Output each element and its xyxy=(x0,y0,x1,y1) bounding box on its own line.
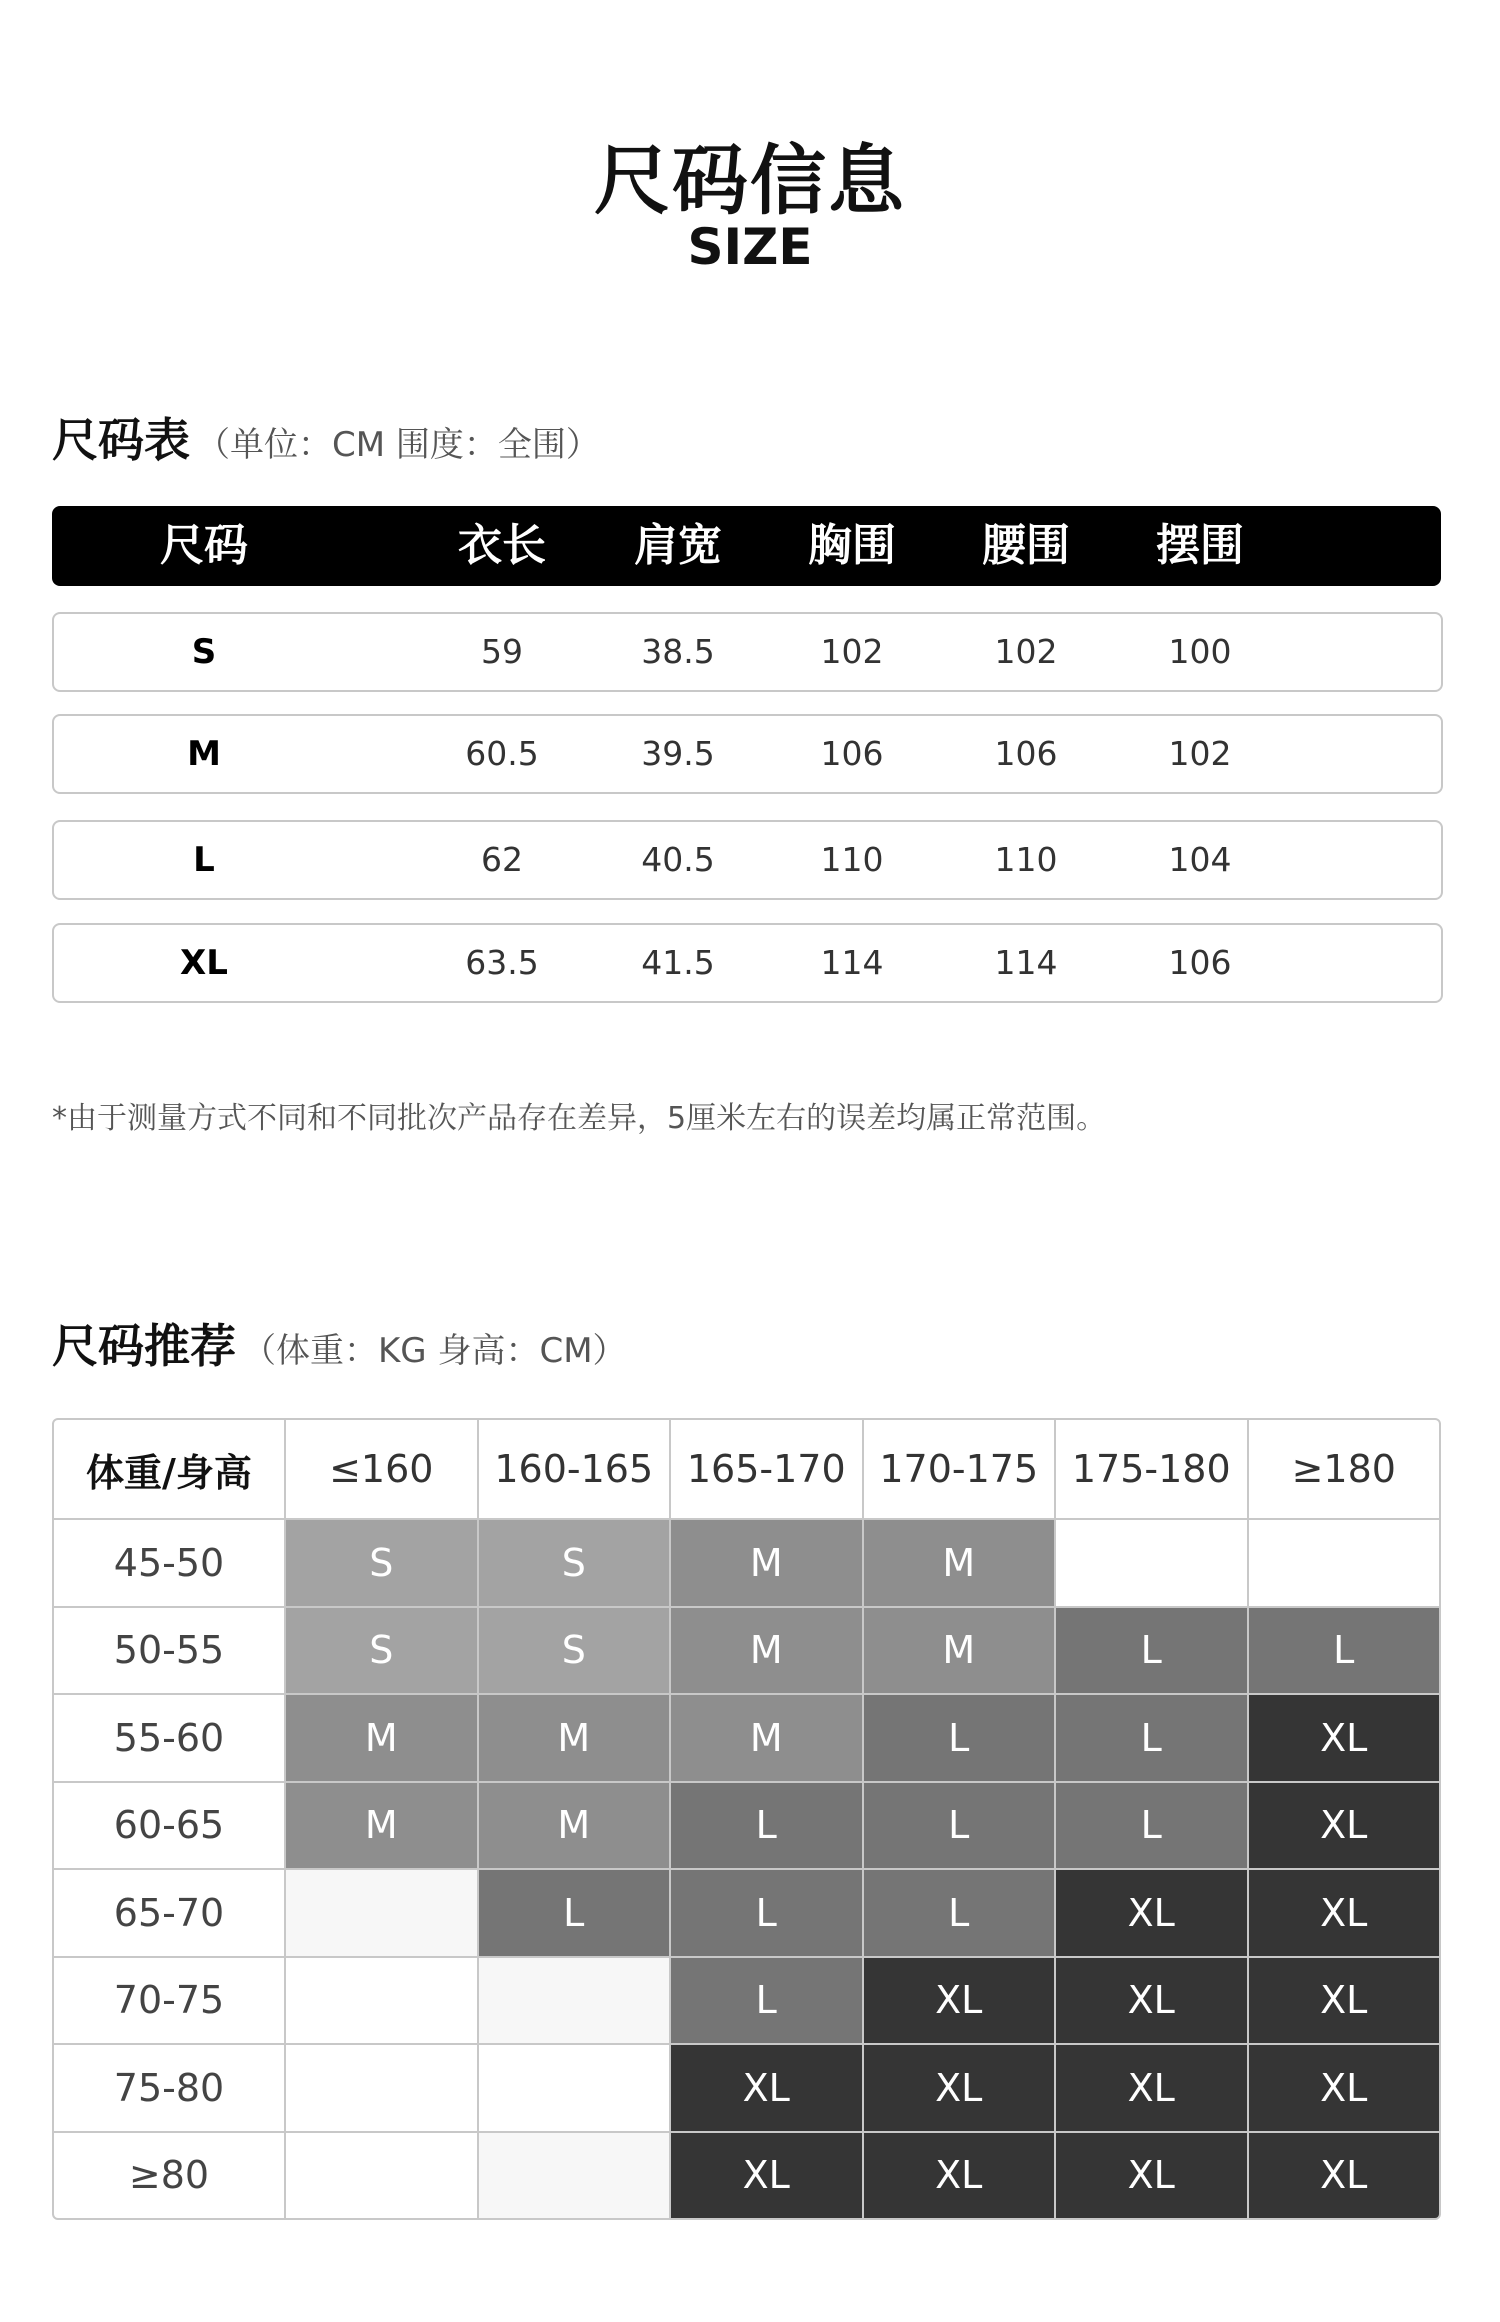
size-cell: M xyxy=(479,1783,670,1869)
size-row-m xyxy=(52,714,1443,794)
weight-label: ≥80 xyxy=(54,2133,284,2219)
size-cell: XL xyxy=(671,2045,862,2131)
empty-cell xyxy=(479,2045,670,2131)
recommendation-unit-note: （体重：KG 身高：CM） xyxy=(242,1331,627,1371)
column-header-hem: 摆围 xyxy=(1156,520,1244,571)
empty-cell xyxy=(286,2045,477,2131)
shoulder-value: 41.5 xyxy=(641,943,715,982)
size-cell: XL xyxy=(1249,1958,1440,2044)
empty-cell xyxy=(479,1958,670,2044)
size-cell: M xyxy=(671,1520,862,1606)
size-cell: M xyxy=(671,1608,862,1694)
column-header-size: 尺码 xyxy=(160,520,248,571)
size-label: XL xyxy=(180,943,228,983)
size-cell: XL xyxy=(1056,2133,1247,2219)
size-cell: S xyxy=(479,1608,670,1694)
size-cell: L xyxy=(479,1870,670,1956)
size-recommendation-grid xyxy=(52,1418,1441,2220)
page-title: 尺码信息 xyxy=(594,136,906,225)
size-cell: XL xyxy=(1249,2045,1440,2131)
empty-cell xyxy=(1249,1520,1440,1606)
column-header-chest: 胸围 xyxy=(808,520,896,571)
size-cell: L xyxy=(1056,1608,1247,1694)
column-header-length: 衣长 xyxy=(458,520,546,571)
waist-value: 110 xyxy=(994,840,1058,879)
recommendation-title: 尺码推荐 xyxy=(52,1319,236,1373)
size-cell: L xyxy=(864,1870,1055,1956)
size-label: S xyxy=(191,632,217,672)
height-header: 160-165 xyxy=(479,1420,670,1518)
height-header: ≤160 xyxy=(286,1420,477,1518)
height-header: 165-170 xyxy=(671,1420,862,1518)
size-cell: XL xyxy=(864,2045,1055,2131)
size-chart-title: 尺码表 xyxy=(52,413,190,467)
length-value: 59 xyxy=(481,632,523,671)
recommendation-heading xyxy=(52,1310,627,1376)
chest-value: 106 xyxy=(820,734,884,773)
empty-cell xyxy=(286,1958,477,2044)
weight-label: 45-50 xyxy=(54,1520,284,1606)
weight-label: 75-80 xyxy=(54,2045,284,2131)
size-cell: XL xyxy=(671,2133,862,2219)
hem-value: 102 xyxy=(1168,734,1232,773)
height-header: 175-180 xyxy=(1056,1420,1247,1518)
size-cell: M xyxy=(479,1695,670,1781)
weight-label: 55-60 xyxy=(54,1695,284,1781)
size-chart-heading xyxy=(52,404,600,470)
length-value: 62 xyxy=(481,840,523,879)
shoulder-value: 39.5 xyxy=(641,734,715,773)
size-cell: M xyxy=(864,1520,1055,1606)
weight-label: 50-55 xyxy=(54,1608,284,1694)
length-value: 60.5 xyxy=(465,734,539,773)
column-header-shoulder: 肩宽 xyxy=(634,520,722,571)
size-cell: L xyxy=(1056,1695,1247,1781)
size-cell: S xyxy=(286,1608,477,1694)
size-cell: M xyxy=(286,1783,477,1869)
size-row-l xyxy=(52,820,1443,900)
shoulder-value: 38.5 xyxy=(641,632,715,671)
chest-value: 114 xyxy=(820,943,884,982)
size-cell: XL xyxy=(1249,1783,1440,1869)
size-label: M xyxy=(187,734,221,774)
hem-value: 106 xyxy=(1168,943,1232,982)
size-cell: XL xyxy=(1249,1695,1440,1781)
size-cell: L xyxy=(1249,1608,1440,1694)
grid-corner-label: 体重/身高 xyxy=(54,1420,284,1518)
empty-cell xyxy=(1056,1520,1247,1606)
waist-value: 114 xyxy=(994,943,1058,982)
size-cell: S xyxy=(479,1520,670,1606)
hem-value: 104 xyxy=(1168,840,1232,879)
size-label: L xyxy=(193,840,215,880)
empty-cell xyxy=(286,1870,477,1956)
size-cell: L xyxy=(671,1870,862,1956)
hem-value: 100 xyxy=(1168,632,1232,671)
weight-label: 60-65 xyxy=(54,1783,284,1869)
height-header: 170-175 xyxy=(864,1420,1055,1518)
height-header: ≥180 xyxy=(1249,1420,1440,1518)
chest-value: 102 xyxy=(820,632,884,671)
size-cell: M xyxy=(286,1695,477,1781)
weight-label: 70-75 xyxy=(54,1958,284,2044)
size-cell: M xyxy=(671,1695,862,1781)
size-cell: XL xyxy=(864,1958,1055,2044)
waist-value: 106 xyxy=(994,734,1058,773)
waist-value: 102 xyxy=(994,632,1058,671)
page-subtitle: SIZE xyxy=(687,218,813,276)
size-cell: XL xyxy=(864,2133,1055,2219)
length-value: 63.5 xyxy=(465,943,539,982)
empty-cell xyxy=(479,2133,670,2219)
size-cell: M xyxy=(864,1608,1055,1694)
weight-label: 65-70 xyxy=(54,1870,284,1956)
shoulder-value: 40.5 xyxy=(641,840,715,879)
empty-cell xyxy=(286,2133,477,2219)
size-cell: XL xyxy=(1249,2133,1440,2219)
size-cell: S xyxy=(286,1520,477,1606)
size-chart-unit-note: （单位：CM 围度：全围） xyxy=(196,425,600,465)
size-cell: XL xyxy=(1249,1870,1440,1956)
size-cell: L xyxy=(864,1783,1055,1869)
size-cell: XL xyxy=(1056,1958,1247,2044)
size-cell: L xyxy=(671,1958,862,2044)
size-row-s xyxy=(52,612,1443,692)
size-row-xl xyxy=(52,923,1443,1003)
column-header-waist: 腰围 xyxy=(982,520,1070,571)
size-cell: XL xyxy=(1056,2045,1247,2131)
size-cell: L xyxy=(1056,1783,1247,1869)
chest-value: 110 xyxy=(820,840,884,879)
size-chart-header xyxy=(52,506,1441,586)
size-cell: L xyxy=(671,1783,862,1869)
size-cell: L xyxy=(864,1695,1055,1781)
measurement-disclaimer: *由于测量方式不同和不同批次产品存在差异，5厘米左右的误差均属正常范围。 xyxy=(52,1101,1107,1136)
size-cell: XL xyxy=(1056,1870,1247,1956)
